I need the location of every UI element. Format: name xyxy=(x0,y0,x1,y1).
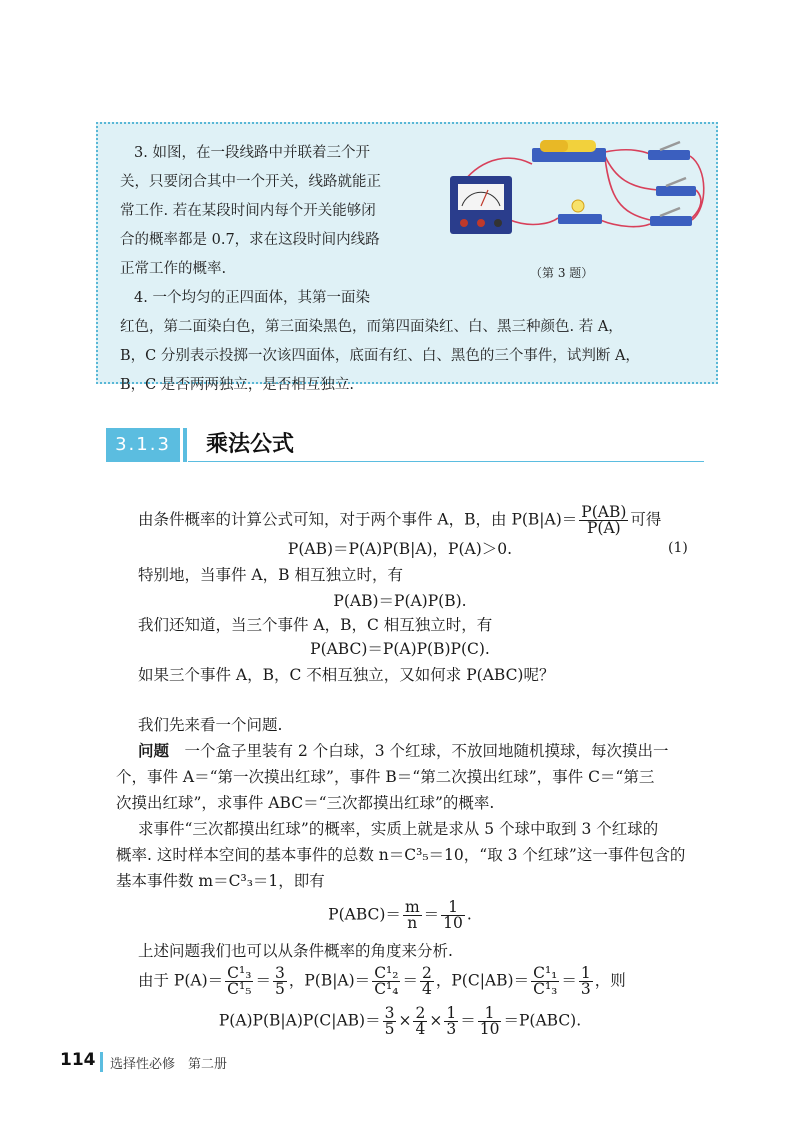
equation-4 xyxy=(0,900,800,931)
equation-2: P(AB)＝P(A)P(B). xyxy=(333,592,467,610)
fraction-pab-pa xyxy=(579,505,628,536)
section-underline xyxy=(188,461,704,462)
equals-sign: ＝ xyxy=(423,905,440,924)
fraction-numerator: 1 xyxy=(478,1006,502,1022)
fraction-numerator: 2 xyxy=(415,1004,426,1022)
section-divider-bar xyxy=(183,428,187,462)
equals-sign: ＝ xyxy=(402,971,418,990)
fraction-2-4 xyxy=(420,966,434,997)
equals-sign: ＝ xyxy=(255,971,271,990)
equation-3: P(ABC)＝P(A)P(B)P(C). xyxy=(310,640,490,658)
paragraph-4: 如果三个事件 A，B，C 不相互独立，又如何求 P(ABC)呢？ xyxy=(138,666,555,684)
fraction-1-3 xyxy=(444,1006,458,1037)
section-number: 3.1.3 xyxy=(106,428,180,462)
switch-2 xyxy=(656,186,696,196)
fraction-denominator: 10 xyxy=(479,1020,500,1038)
exercise-3-line-2: 关，只要闭合其中一个开关，线路就能正 xyxy=(120,174,381,190)
paragraph-8 xyxy=(138,966,626,997)
fraction-numerator: C¹₃ xyxy=(227,964,252,982)
paragraph-1 xyxy=(138,505,661,536)
fraction-c13-c15 xyxy=(225,966,253,997)
fraction-denominator: C¹₄ xyxy=(374,980,399,998)
exercise-3-line-3: 常工作. 若在某段时间内每个开关能够闭 xyxy=(120,203,376,219)
fraction-1-10 xyxy=(441,900,465,931)
fraction-denominator: 3 xyxy=(580,980,591,998)
fraction-c12-c14 xyxy=(372,966,400,997)
fraction-denominator: C¹₃ xyxy=(533,980,558,998)
fraction-1-10 xyxy=(478,1006,502,1037)
paragraph-1-text-a: 由条件概率的计算公式可知，对于两个事件 A，B，由 P(B|A)＝ xyxy=(138,510,578,529)
paragraph-6-line-2: 概率. 这时样本空间的基本事件的总数 n＝C³₅＝10，“取 3 个红球”这一事件包含的 xyxy=(116,846,686,864)
page-number: 114 xyxy=(60,1050,96,1070)
fraction-numerator: 1 xyxy=(441,900,465,916)
fraction-numerator: m xyxy=(404,898,420,916)
problem-line-2: 个，事件 A＝“第一次摸出红球”，事件 B＝“第二次摸出红球”，事件 C＝“第三 xyxy=(116,768,655,786)
figure-caption: （第 3 题） xyxy=(530,266,594,280)
problem-text-1: 一个盒子里装有 2 个白球，3 个红球，不放回地随机摸球，每次摸出一 xyxy=(184,742,669,760)
fraction-2-4 xyxy=(413,1006,427,1037)
fraction-denominator: 4 xyxy=(415,1020,426,1038)
paragraph-1-text-b: 可得 xyxy=(630,510,662,529)
exercise-3-line-5: 正常工作的概率. xyxy=(120,261,227,277)
fraction-denominator: 3 xyxy=(446,1020,457,1038)
equals-sign: ＝ xyxy=(561,971,577,990)
fraction-denominator: 10 xyxy=(443,914,463,932)
switch-1 xyxy=(648,150,690,160)
problem-line-1 xyxy=(138,740,669,762)
equation-4-lhs: P(ABC)＝ xyxy=(328,905,401,924)
paragraph-2: 特别地，当事件 A，B 相互独立时，有 xyxy=(138,566,403,584)
footer-divider xyxy=(100,1052,103,1072)
equation-1-number: (1) xyxy=(668,540,688,556)
exercise-4-line-4: B，C 是否两两独立，是否相互独立. xyxy=(120,377,354,393)
paragraph-7: 上述问题我们也可以从条件概率的角度来分析. xyxy=(138,942,453,960)
fraction-numerator: 3 xyxy=(274,964,285,982)
paragraph-3: 我们还知道，当三个事件 A，B，C 相互独立时，有 xyxy=(138,616,493,634)
times-sign: × xyxy=(398,1011,412,1030)
exercise-4-line-2: 红色，第二面染白色，第三面染黑色，而第四面染红、白、黑三种颜色. 若 A， xyxy=(120,319,623,335)
fraction-numerator: 1 xyxy=(446,1004,457,1022)
equation-5 xyxy=(0,1006,800,1037)
exercise-3-line-1: 3. 如图，在一段线路中并联着三个开 xyxy=(134,145,370,161)
exercise-4-line-3: B，C 分别表示投掷一次该四面体，底面有红、白、黑色的三个事件，试判断 A， xyxy=(120,348,640,364)
fraction-c11-c13 xyxy=(531,966,559,997)
p8-text-d: ，则 xyxy=(594,971,626,990)
times-sign: × xyxy=(429,1011,443,1030)
equation-5-lhs: P(A)P(B|A)P(C|AB)＝ xyxy=(218,1011,381,1030)
p8-text-a: 由于 P(A)＝ xyxy=(138,971,224,990)
fraction-numerator: 2 xyxy=(422,964,432,982)
fraction-numerator: C¹₂ xyxy=(374,964,399,982)
fraction-denominator: 5 xyxy=(274,980,285,998)
equation-4-end: . xyxy=(466,905,472,924)
paragraph-6-line-1: 求事件“三次都摸出红球”的概率，实质上就是求从 5 个球中取到 3 个红球的 xyxy=(138,820,659,838)
fraction-denominator: C¹₅ xyxy=(227,980,252,998)
fraction-denominator: 5 xyxy=(384,1020,395,1038)
paragraph-6-line-3: 基本事件数 m＝C³₃＝1，即有 xyxy=(116,872,325,890)
exercise-4-line-1: 4. 一个均匀的正四面体，其第一面染 xyxy=(134,290,370,306)
p8-text-b: ，P(B|A)＝ xyxy=(288,971,371,990)
switch-3 xyxy=(650,216,692,226)
equation-1: P(AB)＝P(A)P(B|A)，P(A)＞0. xyxy=(287,540,513,558)
section-heading xyxy=(106,428,704,462)
problem-label: 问题 xyxy=(138,741,170,760)
lamp-base xyxy=(558,214,602,224)
paragraph-5: 我们先来看一个问题. xyxy=(138,716,283,734)
exercise-3-line-4: 合的概率都是 0.7，求在这段时间内线路 xyxy=(120,232,380,248)
circuit-illustration xyxy=(440,128,716,258)
fraction-numerator: 3 xyxy=(384,1004,395,1022)
fraction-denominator: n xyxy=(407,914,418,932)
fraction-m-n xyxy=(403,900,422,931)
p8-text-c: ，P(C|AB)＝ xyxy=(435,971,530,990)
fraction-denominator: 4 xyxy=(422,980,432,998)
equation-5-end: ＝P(ABC). xyxy=(503,1011,582,1030)
fraction-numerator: C¹₁ xyxy=(533,964,558,982)
fraction-numerator: P(AB) xyxy=(581,503,627,521)
fraction-denominator: P(A) xyxy=(586,519,621,537)
equals-sign: ＝ xyxy=(460,1011,476,1030)
fraction-numerator: 1 xyxy=(580,964,591,982)
fraction-3-5 xyxy=(383,1006,397,1037)
section-title: 乘法公式 xyxy=(206,432,295,457)
problem-line-3: 次摸出红球”，求事件 ABC＝“三次都摸出红球”的概率. xyxy=(116,794,495,812)
fraction-1-3 xyxy=(579,966,593,997)
book-title: 选择性必修 第二册 xyxy=(110,1057,228,1072)
fraction-3-5 xyxy=(273,966,287,997)
